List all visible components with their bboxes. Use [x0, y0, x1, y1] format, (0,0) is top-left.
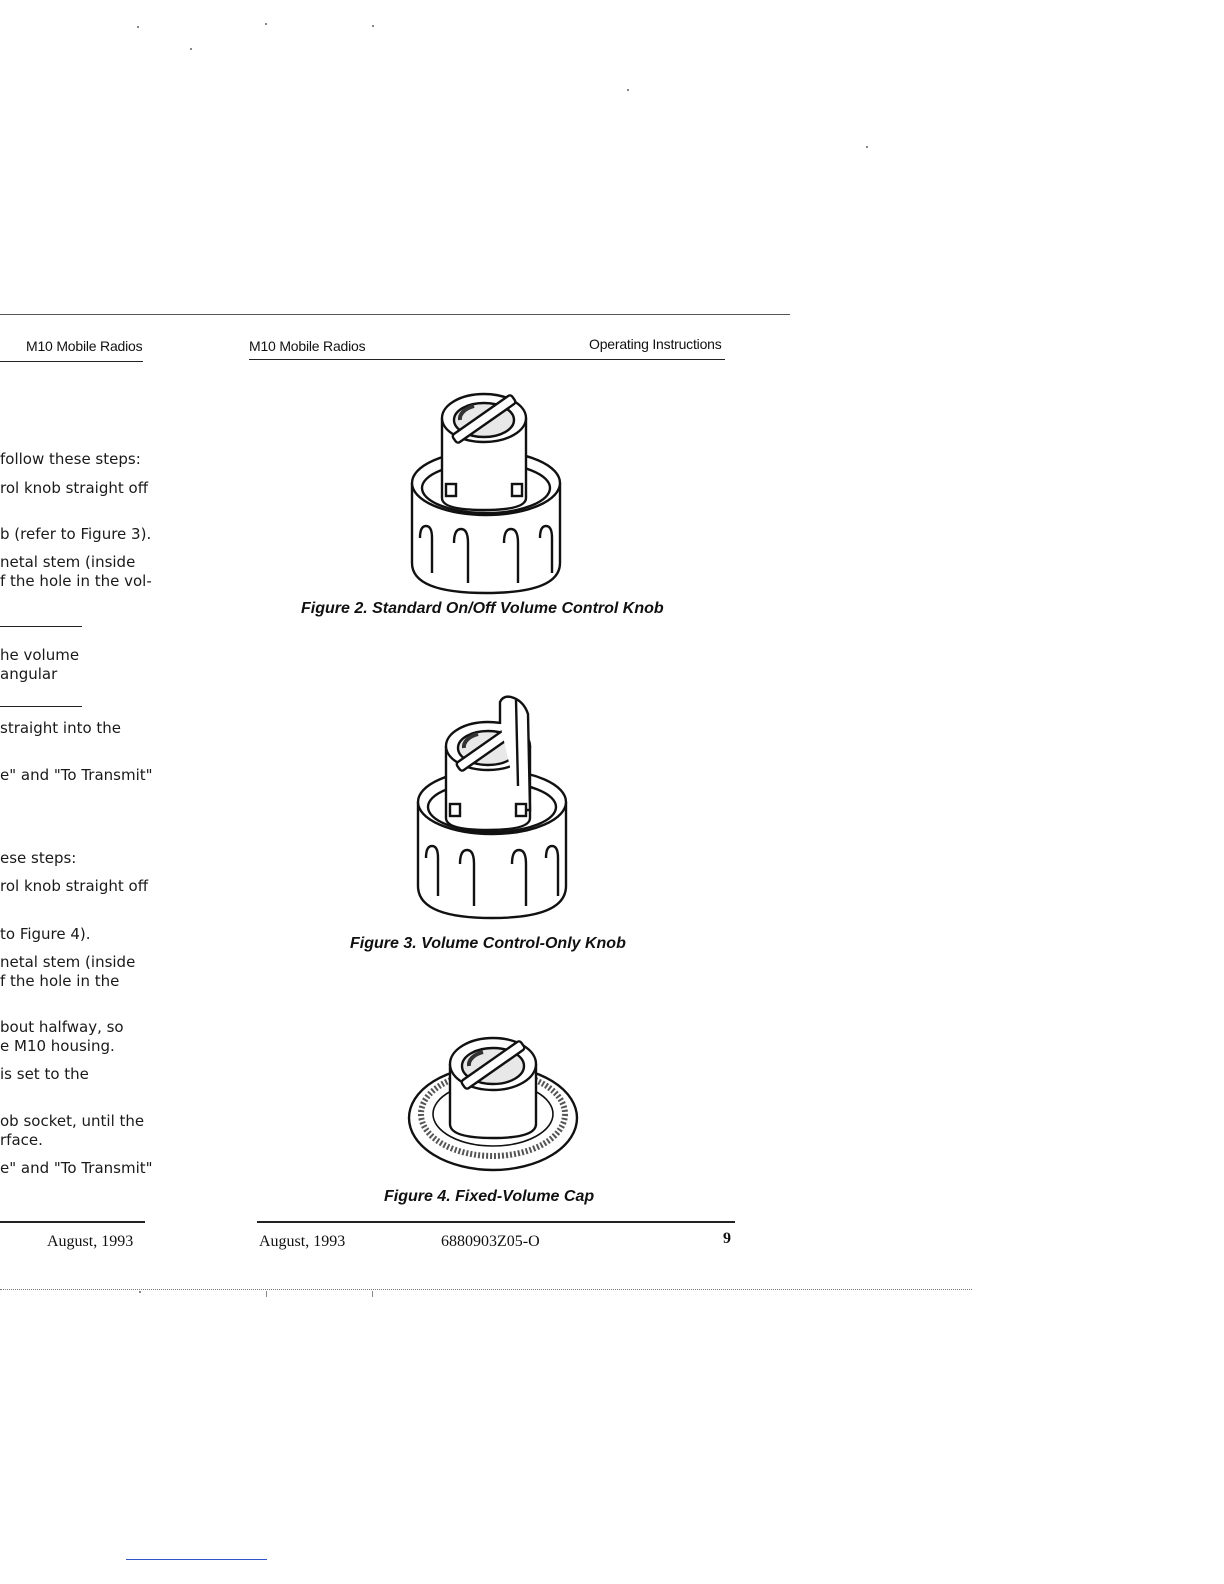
left-header-rule [0, 361, 143, 362]
right-header-rule [249, 359, 725, 360]
left-text-line: ese steps: [0, 849, 77, 867]
left-text-line: angular [0, 665, 58, 683]
scan-speck [627, 89, 629, 91]
right-header-title: M10 Mobile Radios [249, 338, 366, 354]
scan-speck [372, 1291, 373, 1297]
bottom-scan-rule [0, 1289, 972, 1290]
right-footer-page-number: 9 [723, 1230, 731, 1247]
scan-speck [372, 25, 374, 27]
right-footer-rule [257, 1221, 735, 1223]
figure-4-caption: Figure 4. Fixed-Volume Cap [384, 1188, 595, 1205]
left-text-line: e M10 housing. [0, 1037, 115, 1055]
left-section-rule [0, 706, 82, 707]
left-footer-rule [0, 1221, 145, 1223]
left-text-line: rol knob straight off [0, 877, 149, 895]
scan-speck [866, 146, 868, 148]
left-text-line: follow these steps: [0, 450, 141, 468]
right-footer-docnum: 6880903Z05-O [441, 1233, 540, 1250]
left-text-line: netal stem (inside [0, 553, 136, 571]
top-scan-rule [0, 314, 790, 315]
volume-only-knob-icon [412, 690, 572, 926]
left-section-rule [0, 626, 82, 627]
fixed-volume-cap-icon [406, 1028, 580, 1178]
figure-3-caption: Figure 3. Volume Control-Only Knob [350, 935, 626, 952]
left-text-line: rol knob straight off [0, 479, 149, 497]
left-text-line: netal stem (inside [0, 953, 136, 971]
left-text-line: bout halfway, so [0, 1018, 124, 1036]
scan-speck [190, 48, 192, 50]
left-header-title: M10 Mobile Radios [26, 338, 143, 354]
bottom-blue-line [126, 1559, 267, 1560]
left-text-line: e" and "To Transmit" [0, 766, 153, 784]
right-header-section: Operating Instructions [589, 336, 722, 352]
left-text-line: ob socket, until the [0, 1112, 145, 1130]
left-text-line: he volume [0, 646, 80, 664]
left-text-line: is set to the [0, 1065, 89, 1083]
left-footer-date: August, 1993 [47, 1233, 134, 1250]
left-text-line: f the hole in the [0, 972, 120, 990]
scan-speck [265, 23, 267, 25]
scan-speck [139, 1291, 141, 1293]
left-text-line: rface. [0, 1131, 43, 1149]
left-text-line: straight into the [0, 719, 122, 737]
right-footer-date: August, 1993 [259, 1233, 346, 1250]
scan-speck [137, 26, 139, 28]
scan-speck [266, 1291, 267, 1297]
left-text-line: f the hole in the vol- [0, 572, 152, 590]
left-text-line: b (refer to Figure 3). [0, 525, 152, 543]
left-text-line: to Figure 4). [0, 925, 91, 943]
left-text-line: e" and "To Transmit" [0, 1159, 153, 1177]
figure-2-caption: Figure 2. Standard On/Off Volume Control Knob [301, 600, 664, 617]
on-off-volume-knob-icon [404, 388, 568, 600]
